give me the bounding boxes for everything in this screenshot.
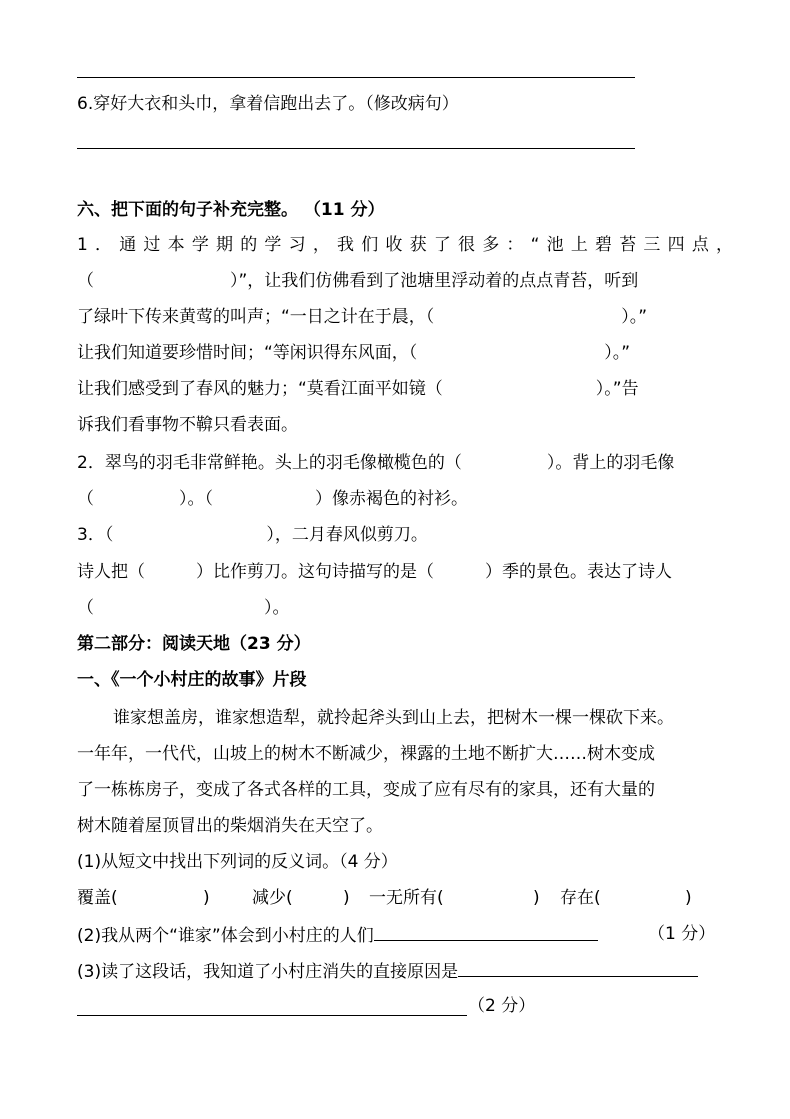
s6-1-line: 诉我们看事物不鞥只看表面。 [77,415,298,435]
antonym-blank-close: ) [685,888,692,908]
passage-line: 一年年，一代代，山坡上的树木不断减少，裸露的土地不断扩大……树木变成 [77,744,655,764]
answer-blank[interactable] [374,922,598,941]
section-6-title: 六、把下面的句子补充完整。 （11 分） [77,200,385,220]
s6-2-line: （ ）。（ ）像赤褐色的衬衫。 [77,489,468,509]
antonym-blank-close: ) [203,888,210,908]
answer-line[interactable] [77,1015,467,1016]
part-2-title: 第二部分：阅读天地（23 分） [77,634,311,654]
s6-2-line: 2．翠鸟的羽毛非常鲜艳。头上的羽毛像橄榄色的（ ）。背上的羽毛像 [77,453,675,473]
question-3-score: （2 分） [468,996,536,1016]
antonym-blank-close: ) [533,888,540,908]
question-3-prompt: (3)读了这段话，我知道了小村庄消失的直接原因是 [77,962,459,982]
s6-1-line: 让我们感受到了春风的魅力；“莫看江面平如镜（ ）。”告 [77,379,639,399]
s6-3-line: （ ）。 [77,598,290,618]
question-1-prompt: (1)从短文中找出下列词的反义词。（4 分） [77,852,398,872]
s6-1-line: 让我们知道要珍惜时间；“等闲识得东风面，（ ）。” [77,343,631,363]
question-2-prompt: (2)我从两个“谁家”体会到小村庄的人们 [77,926,374,946]
antonym-word: 覆盖( [77,888,118,908]
answer-line [77,148,635,149]
antonym-row [77,886,697,910]
passage-line: 树木随着屋顶冒出的柴烟消失在天空了。 [77,816,383,836]
antonym-word: 存在( [560,888,601,908]
s6-1-line: （ ）”，让我们仿佛看到了池塘里浮动着的点点青苔，听到 [77,271,639,291]
passage-line: 了一栋栋房子，变成了各式各样的工具，变成了应有尽有的家具，还有大量的 [77,780,655,800]
antonym-word: 一无所有( [369,888,444,908]
answer-line [77,77,635,78]
question-2-score: （1 分） [648,924,716,944]
question-3 [77,958,698,984]
passage-line: 谁家想盖房，谁家想造犁，就拎起斧头到山上去，把树木一棵一棵砍下来。 [113,708,674,728]
answer-blank[interactable] [458,958,698,977]
s6-3-line: 诗人把（ ）比作剪刀。这句诗描写的是（ ）季的景色。表达了诗人 [77,562,672,582]
s6-3-line: 3．（ ），二月春风似剪刀。 [77,525,428,545]
antonym-blank-close: ) [343,888,350,908]
s6-1-line: 1．通过本学期的学习，我们收获了很多：“池上碧苔三四点， [77,235,741,255]
antonym-word: 减少( [252,888,293,908]
s6-1-line: 了绿叶下传来黄莺的叫声；“一日之计在于晨，（ ）。” [77,307,648,327]
question-6: 6.穿好大衣和头巾，拿着信跑出去了。（修改病句） [77,94,459,114]
question-2 [77,922,598,948]
reading-1-title: 一、《一个小村庄的故事》片段 [77,670,307,690]
